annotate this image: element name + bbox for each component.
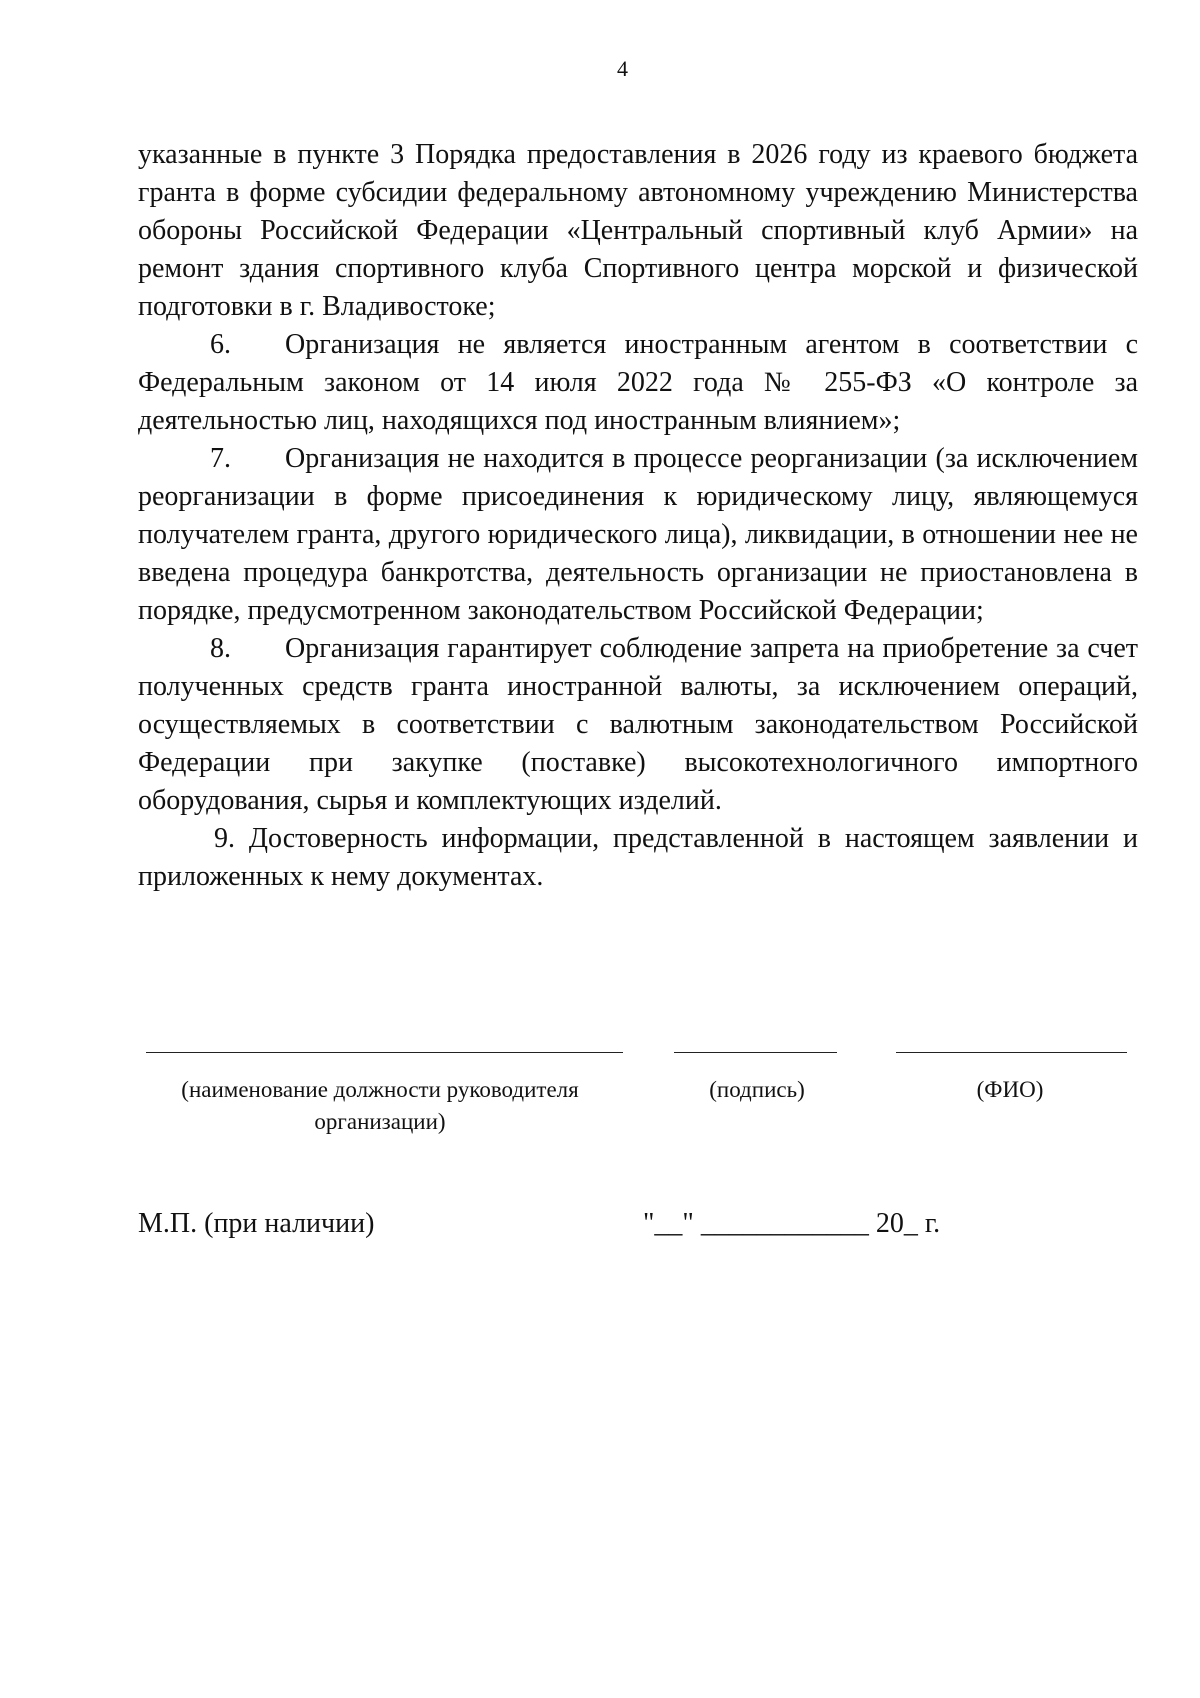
paragraph-6-number: 6. xyxy=(210,329,231,360)
paragraph-8-text: Организация гарантирует соблюдение запрета на приобретение за счет полученных средств гранта иностранной валюты, за исключением операций, осуществляемых в соответствии с валютным законодательством Российской Федерации при закупке (поставке) высокотехнологичного импортного оборудования, сырья и комплектующих изделий. xyxy=(138,633,1138,816)
paragraph-7-text: Организация не находится в процессе реорганизации (за исключением реорганизации в форме присоединения к юридическому лицу, являющемуся получателем гранта, другого юридического лица), ликвидации, в отношении нее не введена процедура банкротства, деятельность организации не приостановлена в порядке, предусмотренном законодательством Российской Федерации; xyxy=(138,443,1138,626)
signature-caption: (подпись) xyxy=(709,1077,805,1102)
paragraph-8-number: 8. xyxy=(210,633,231,664)
position-signature-line xyxy=(146,1052,623,1053)
seal-note: М.П. (при наличии) xyxy=(138,1208,375,1239)
paragraph-9: 9. Достоверность информации, представленной в настоящем заявлении и приложенных к нему документах. xyxy=(138,823,1138,892)
signature-line xyxy=(674,1052,837,1053)
name-signature-line xyxy=(896,1052,1127,1053)
paragraph-6 xyxy=(138,326,1138,440)
paragraph-8 xyxy=(138,630,1138,820)
document-body xyxy=(138,136,1138,896)
paragraph-continuation: указанные в пункте 3 Порядка предоставления в 2026 году из краевого бюджета гранта в форме субсидии федеральному автономному учреждению Министерства обороны Российской Федерации «Центральный спортивный клуб Армии» на ремонт здания спортивного клуба Спортивного центра морской и физической подготовки в г. Владивостоке; xyxy=(138,139,1138,322)
paragraph-7 xyxy=(138,440,1138,630)
position-caption: (наименование должности руководителя организации) xyxy=(181,1077,579,1134)
page-number: 4 xyxy=(617,56,628,81)
name-caption: (ФИО) xyxy=(976,1077,1044,1102)
paragraph-6-text: Организация не является иностранным агентом в соответствии с Федеральным законом от 14 июля 2022 года № 255-ФЗ «О контроле за деятельностью лиц, находящихся под иностранным влиянием»; xyxy=(138,329,1138,436)
date-field: "__" ____________ 20_ г. xyxy=(643,1208,941,1239)
paragraph-7-number: 7. xyxy=(210,443,231,474)
